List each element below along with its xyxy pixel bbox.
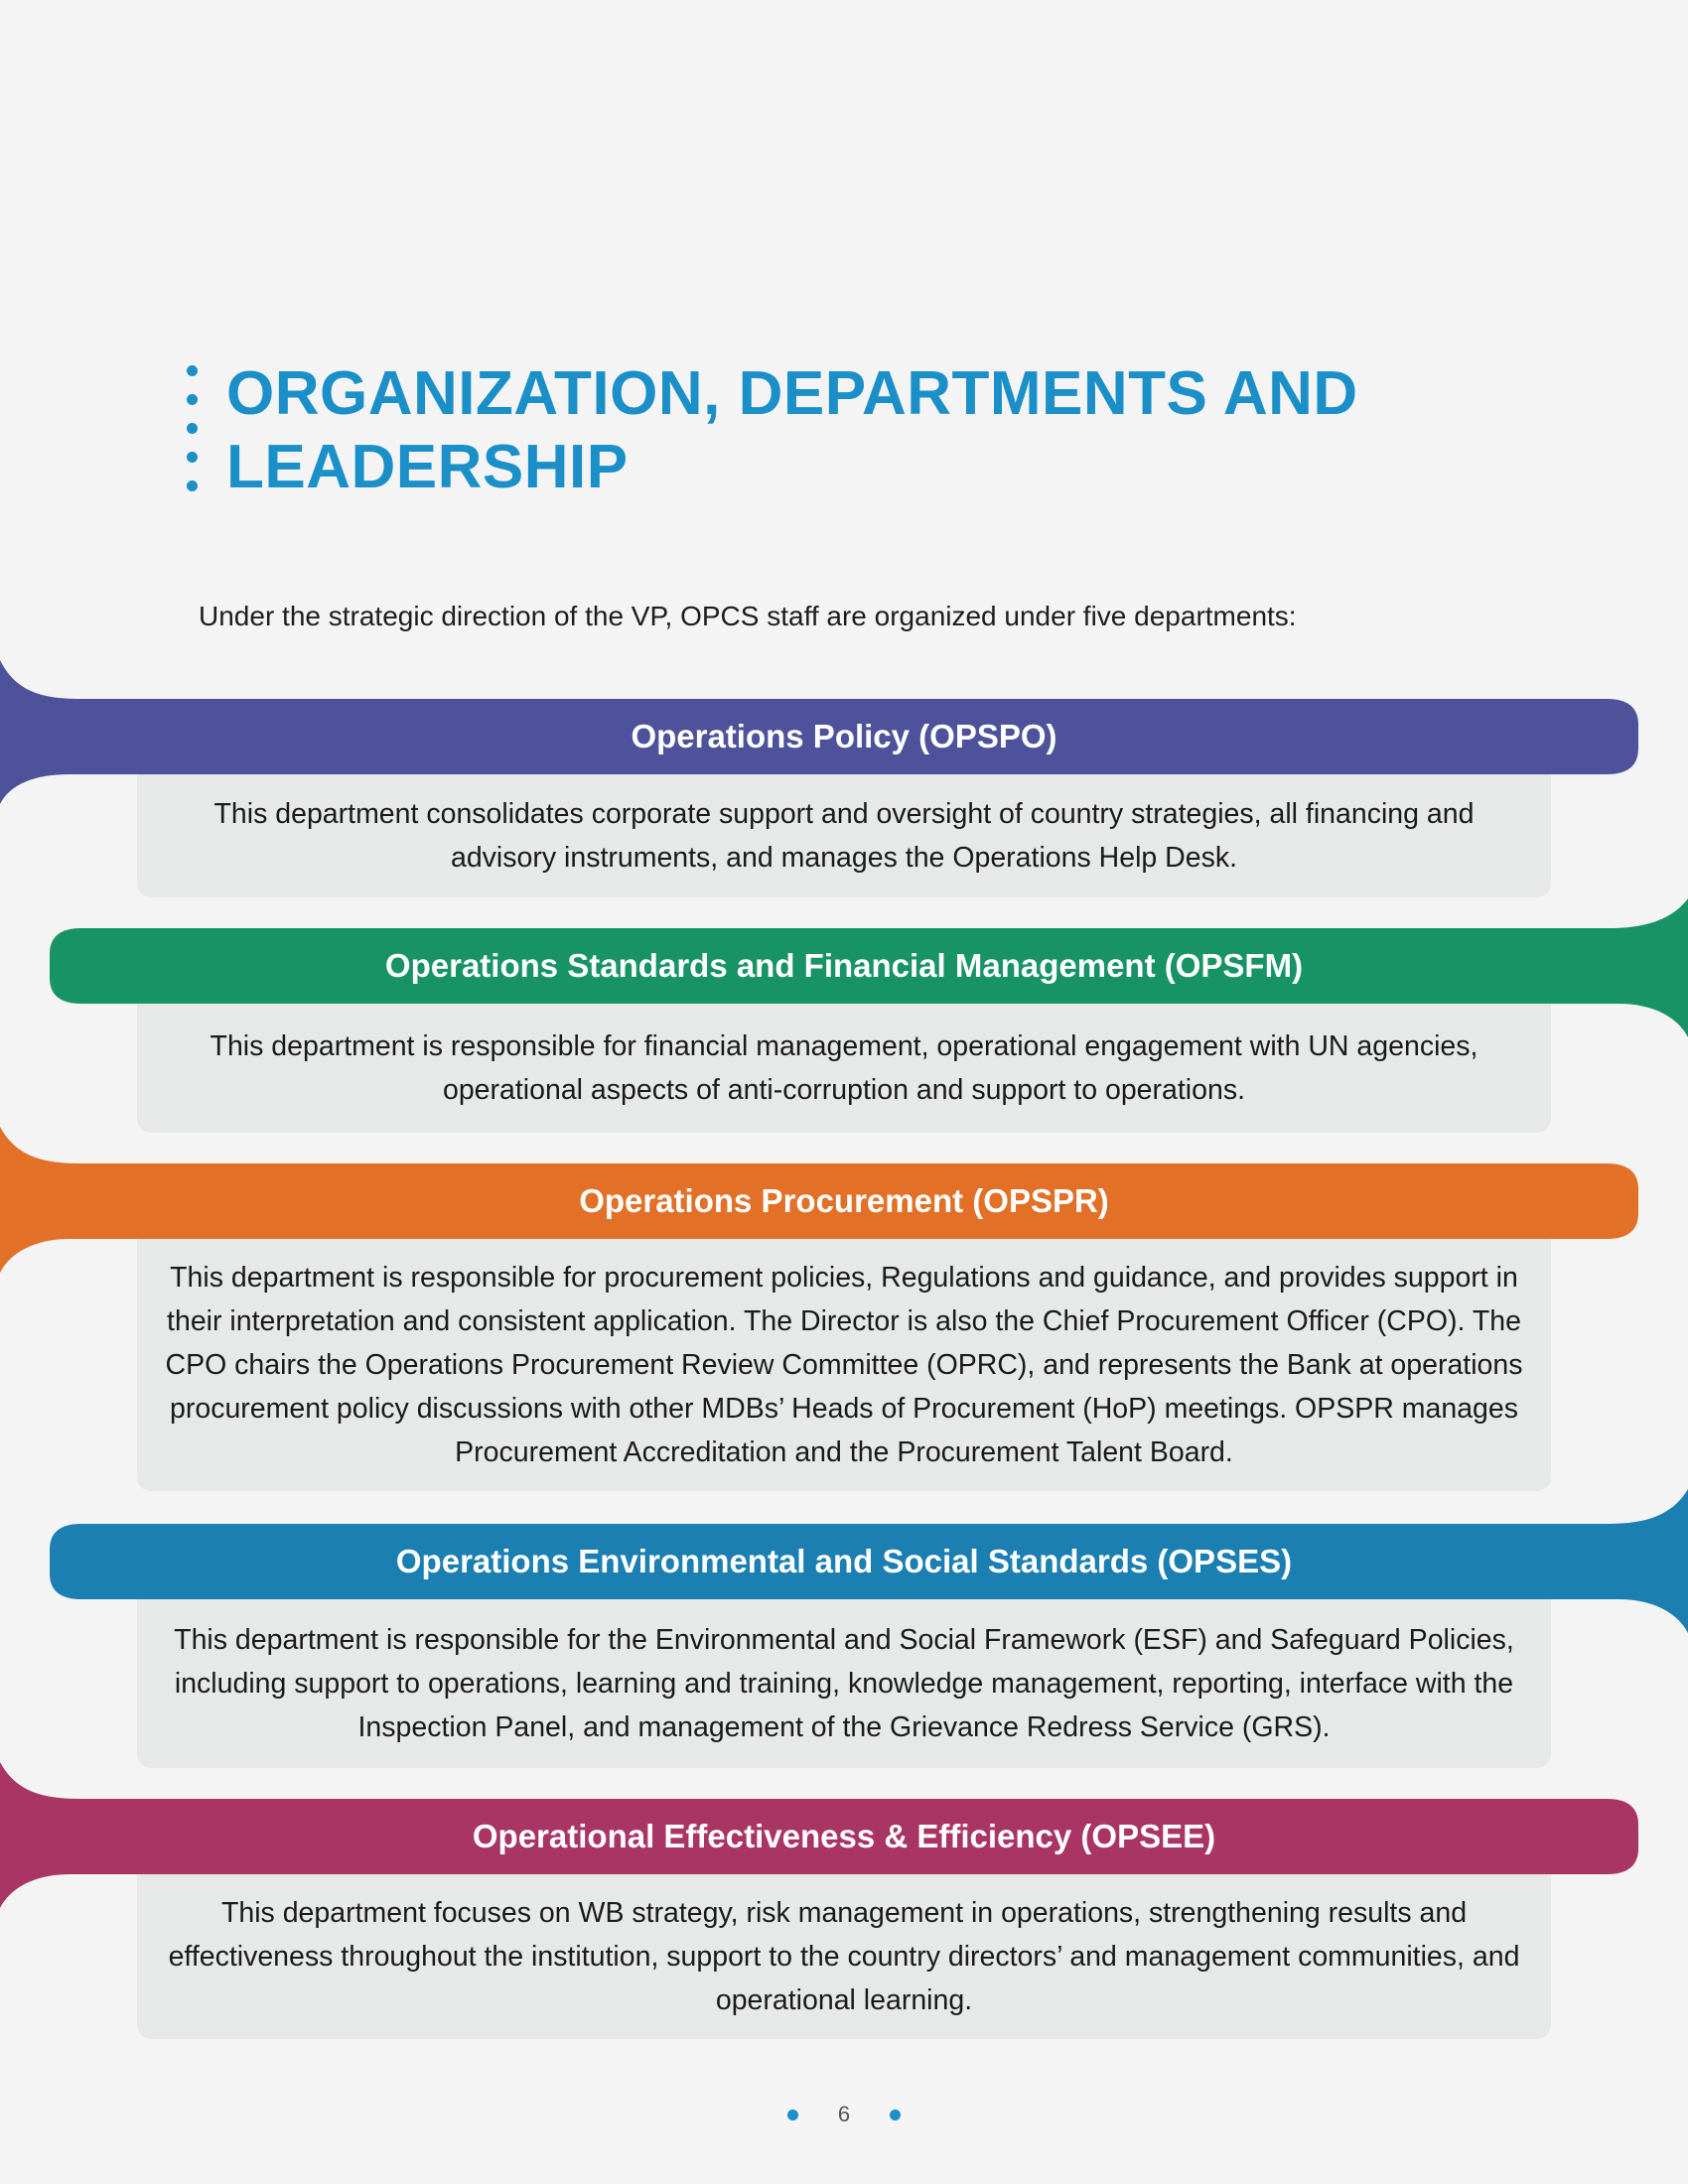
dept-header-opspo: Operations Policy (OPSPO) [631,718,1057,754]
dept-description-opspr: This department is responsible for procurement policies, Regulations and guidance, and provides support in their interpretation and consistent application. The Director is also the Chief Procurement Officer (CPO). The CPO chairs the Operations Procurement Review Committee (OPRC), and represents the Bank at operations procurement policy discussions with other MDBs’ Heads of Procurement (HoP) meetings. OPSPR manages Procurement Accreditation and the Procurement Talent Board. [165,1262,1523,1468]
footer-dot-right [890,2110,901,2120]
dept-body-opses [137,1599,1551,1768]
dept-description-opsfm: This department is responsible for financial management, operational engagement with UN agencies, operational aspects of anti-corruption and support to operations. [210,1030,1478,1106]
dept-body-opspo [137,774,1551,897]
dept-header-opspr: Operations Procurement (OPSPR) [579,1182,1109,1219]
dept-body-opspr [137,1239,1551,1491]
dept-description-opsee: This department focuses on WB strategy, risk management in operations, strengthening results and effectiveness throughout the institution, support to the country directors’ and management communities, and operational learning. [168,1897,1520,2016]
dept-header-opsee: Operational Effectiveness & Efficiency (OPSEE) [472,1818,1216,1854]
page-footer [0,2095,1688,2134]
dept-body-opsfm [137,1004,1551,1133]
page-title: ORGANIZATION, DEPARTMENTS AND LEADERSHIP [226,359,1358,501]
dept-header-opses: Operations Environmental and Social Standards (OPSES) [395,1543,1293,1579]
page-number: 6 [837,2102,851,2126]
dept-body-opsee [137,1874,1551,2039]
intro-text: Under the strategic direction of the VP, OPCS staff are organized under five departments: [199,601,1297,631]
dept-header-opsfm: Operations Standards and Financial Management (OPSFM) [384,947,1304,984]
dept-description-opspo: This department consolidates corporate support and oversight of country strategies, all financing and advisory instruments, and manages the Operations Help Desk. [213,798,1475,874]
footer-dot-left [787,2110,798,2120]
dept-description-opses: This department is responsible for the Environmental and Social Framework (ESF) and Safeguard Policies, including support to operations, learning and training, knowledge management, reporting, interface with the Inspection Panel, and management of the Grievance Redress Service (GRS). [174,1624,1514,1743]
